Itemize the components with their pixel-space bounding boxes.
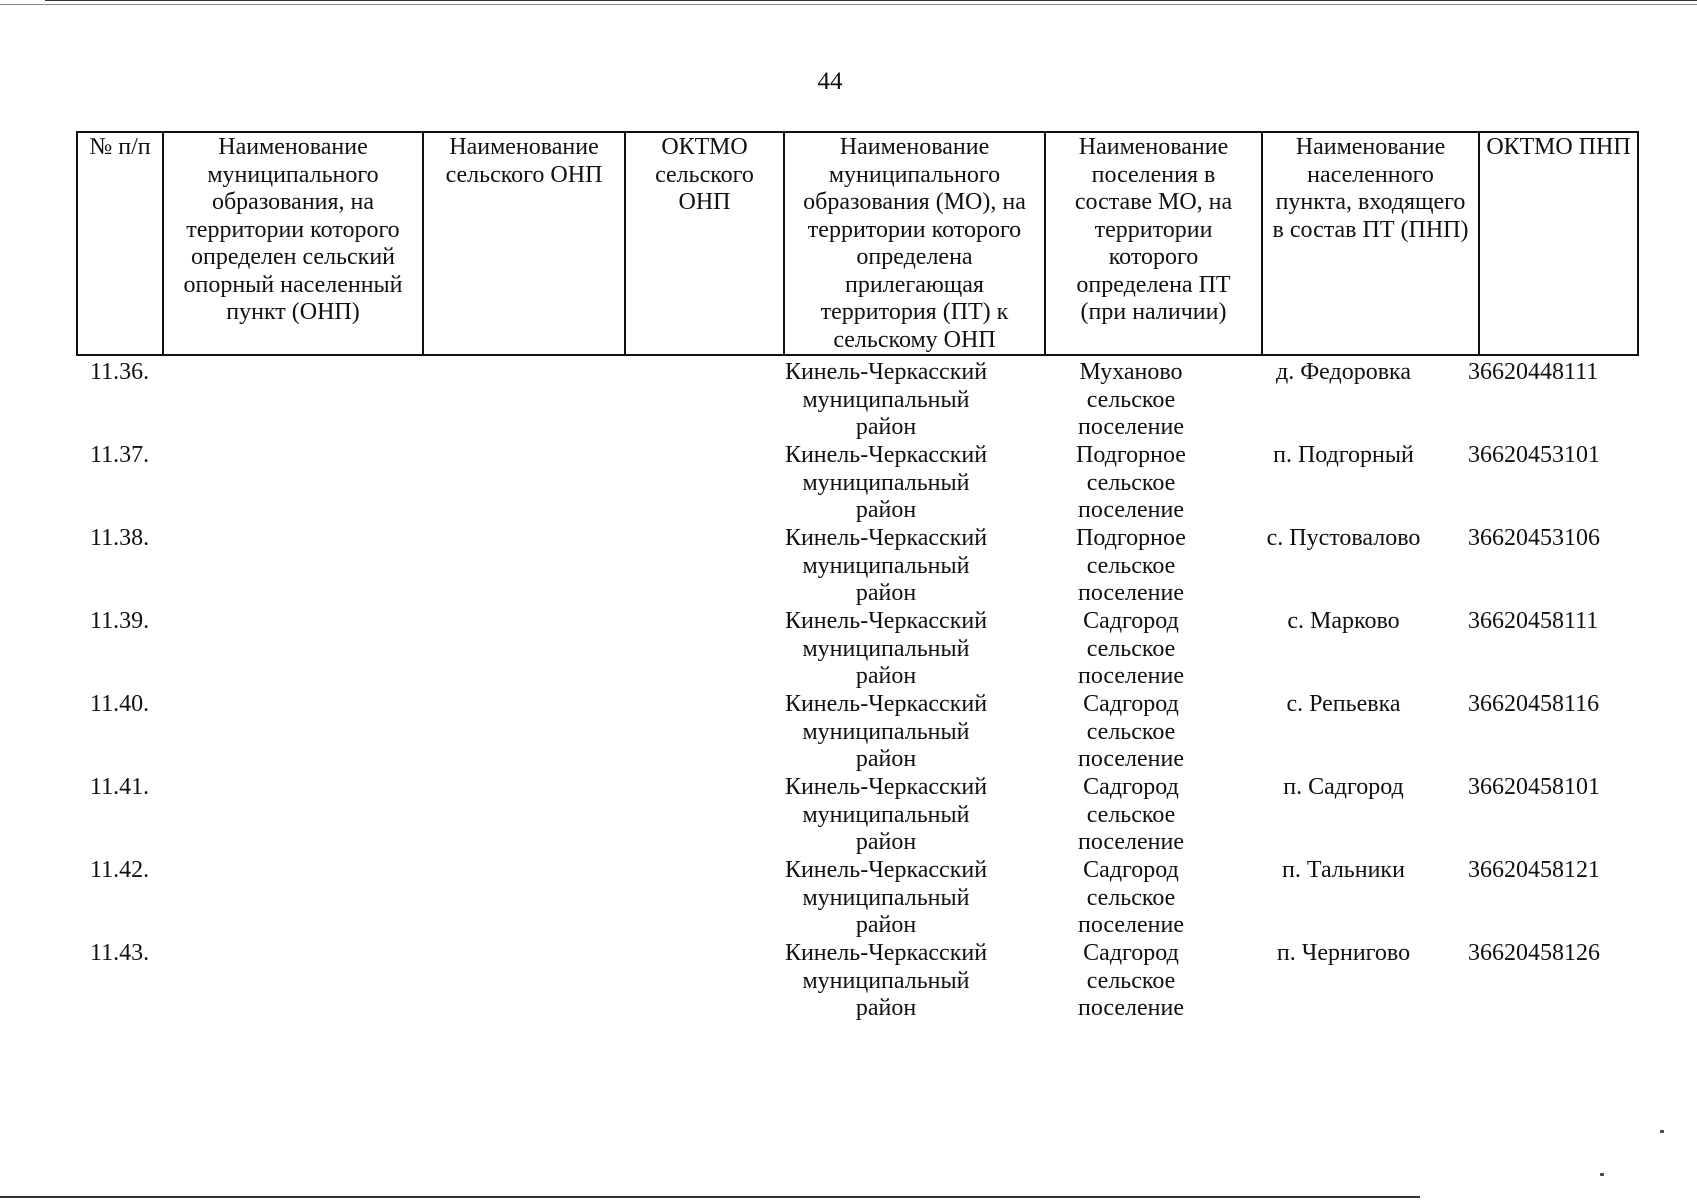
row-settlement: Садгород сельское поселение — [1077, 857, 1184, 938]
row-settlement: Садгород сельское поселение — [1077, 691, 1184, 772]
row-locality: д. Федоровка — [1276, 359, 1411, 385]
row-locality: с. Марково — [1287, 608, 1400, 634]
settlements-table — [76, 131, 1637, 1020]
row-locality: с. Репьевка — [1286, 691, 1401, 717]
row-locality: п. Садгород — [1283, 774, 1404, 800]
row-number: 11.40. — [90, 691, 150, 717]
header-mo-pt: Наименование муниципального образования (МО), на территории которого определена прилегающая территория (ПТ) к сельскому ОНП — [784, 132, 1045, 355]
row-oktmo: 36620458101 — [1468, 774, 1600, 800]
row-locality: с. Пустовалово — [1266, 525, 1421, 551]
row-number: 11.37. — [90, 442, 150, 468]
row-settlement: Муханово сельское поселение — [1077, 359, 1184, 440]
row-oktmo: 36620448111 — [1468, 359, 1599, 385]
row-locality: п. Чернигово — [1276, 940, 1411, 966]
row-oktmo: 36620458116 — [1468, 691, 1600, 717]
header-pnp-oktmo: ОКТМО ПНП — [1479, 132, 1638, 355]
table-row — [76, 854, 1637, 937]
row-settlement: Садгород сельское поселение — [1077, 608, 1184, 689]
table-row — [76, 356, 1637, 439]
row-locality: п. Подгорный — [1273, 442, 1414, 468]
scan-speck — [1660, 1130, 1664, 1133]
row-municipal-district: Кинель-Черкасский муниципальный район — [784, 857, 988, 938]
table-row — [76, 771, 1637, 854]
table-row — [76, 522, 1637, 605]
header-mo-onp: Наименование муниципального образования, на территории которого определен сельский опорный населенный пункт (ОНП) — [163, 132, 423, 355]
row-municipal-district: Кинель-Черкасский муниципальный район — [784, 608, 988, 689]
row-number: 11.36. — [90, 359, 150, 385]
row-settlement: Подгорное сельское поселение — [1076, 442, 1186, 523]
row-number: 11.38. — [90, 525, 150, 551]
row-oktmo: 36620458121 — [1468, 857, 1600, 883]
row-settlement: Подгорное сельское поселение — [1076, 525, 1186, 606]
scan-top-border-faint — [0, 4, 1697, 5]
row-oktmo: 36620453106 — [1468, 525, 1600, 551]
row-number: 11.43. — [90, 940, 150, 966]
table-body — [76, 356, 1637, 1020]
table-header — [76, 131, 1639, 356]
scan-top-border — [45, 0, 1697, 1]
header-num: № п/п — [77, 132, 163, 355]
row-municipal-district: Кинель-Черкасский муниципальный район — [784, 691, 988, 772]
row-municipal-district: Кинель-Черкасский муниципальный район — [784, 774, 988, 855]
row-oktmo: 36620458126 — [1468, 940, 1600, 966]
header-settlement: Наименование поселения в составе МО, на территории которого определена ПТ (при наличии) — [1045, 132, 1262, 355]
scan-bottom-border — [0, 1196, 1420, 1198]
row-locality: п. Тальники — [1282, 857, 1405, 883]
row-municipal-district: Кинель-Черкасский муниципальный район — [784, 442, 988, 523]
row-number: 11.41. — [90, 774, 150, 800]
header-locality: Наименование населенного пункта, входящего в состав ПТ (ПНП) — [1262, 132, 1479, 355]
row-oktmo: 36620458111 — [1468, 608, 1599, 634]
table-row — [76, 688, 1637, 771]
row-settlement: Садгород сельское поселение — [1077, 774, 1184, 855]
table-row — [76, 937, 1637, 1020]
table-row — [76, 439, 1637, 522]
row-number: 11.42. — [90, 857, 150, 883]
table-row — [76, 605, 1637, 688]
row-municipal-district: Кинель-Черкасский муниципальный район — [784, 940, 988, 1021]
row-municipal-district: Кинель-Черкасский муниципальный район — [784, 525, 988, 606]
row-settlement: Садгород сельское поселение — [1077, 940, 1184, 1021]
row-number: 11.39. — [90, 608, 150, 634]
scan-speck — [1600, 1173, 1604, 1176]
page-number: 44 — [817, 68, 843, 95]
header-onp-oktmo: ОКТМО сельского ОНП — [625, 132, 784, 355]
row-oktmo: 36620453101 — [1468, 442, 1600, 468]
header-onp-name: Наименование сельского ОНП — [423, 132, 625, 355]
row-municipal-district: Кинель-Черкасский муниципальный район — [784, 359, 988, 440]
